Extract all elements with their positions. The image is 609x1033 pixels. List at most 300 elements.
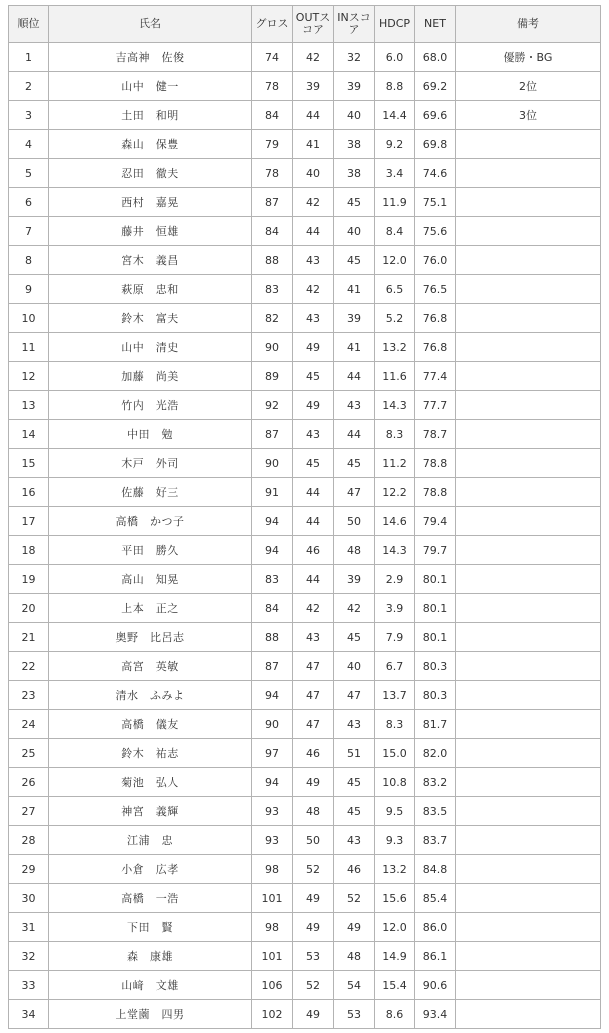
in-score-cell: 49 bbox=[334, 913, 375, 942]
gross-cell: 106 bbox=[252, 971, 293, 1000]
results-body bbox=[9, 43, 601, 1029]
hdcp-cell: 11.9 bbox=[375, 188, 415, 217]
gross-cell: 91 bbox=[252, 478, 293, 507]
out-score-cell: 49 bbox=[293, 333, 334, 362]
table-row bbox=[9, 884, 601, 913]
out-score-cell: 48 bbox=[293, 797, 334, 826]
remarks-cell bbox=[456, 188, 601, 217]
rank-cell: 2 bbox=[9, 72, 49, 101]
out-score-cell: 49 bbox=[293, 391, 334, 420]
net-cell: 85.4 bbox=[415, 884, 456, 913]
name-cell: 萩原 忠和 bbox=[49, 275, 252, 304]
out-score-cell: 47 bbox=[293, 710, 334, 739]
out-score-cell: 42 bbox=[293, 43, 334, 72]
remarks-cell bbox=[456, 275, 601, 304]
gross-cell: 90 bbox=[252, 710, 293, 739]
rank-cell: 32 bbox=[9, 942, 49, 971]
in-score-cell: 43 bbox=[334, 391, 375, 420]
in-score-cell: 54 bbox=[334, 971, 375, 1000]
hdcp-cell: 6.7 bbox=[375, 652, 415, 681]
remarks-cell bbox=[456, 304, 601, 333]
name-cell: 山﨑 文雄 bbox=[49, 971, 252, 1000]
gross-cell: 92 bbox=[252, 391, 293, 420]
remarks-cell bbox=[456, 710, 601, 739]
name-cell: 中田 勉 bbox=[49, 420, 252, 449]
in-score-cell: 40 bbox=[334, 101, 375, 130]
gross-cell: 88 bbox=[252, 623, 293, 652]
net-cell: 83.7 bbox=[415, 826, 456, 855]
hdcp-cell: 15.6 bbox=[375, 884, 415, 913]
remarks-cell bbox=[456, 449, 601, 478]
gross-cell: 94 bbox=[252, 536, 293, 565]
in-score-cell: 38 bbox=[334, 159, 375, 188]
rank-cell: 30 bbox=[9, 884, 49, 913]
hdcp-cell: 9.2 bbox=[375, 130, 415, 159]
rank-cell: 10 bbox=[9, 304, 49, 333]
gross-cell: 83 bbox=[252, 275, 293, 304]
remarks-cell: 3位 bbox=[456, 101, 601, 130]
table-row bbox=[9, 43, 601, 72]
remarks-cell bbox=[456, 420, 601, 449]
gross-cell: 94 bbox=[252, 681, 293, 710]
in-score-cell: 41 bbox=[334, 333, 375, 362]
net-cell: 68.0 bbox=[415, 43, 456, 72]
hdcp-cell: 13.2 bbox=[375, 855, 415, 884]
name-cell: 高橋 かつ子 bbox=[49, 507, 252, 536]
gross-cell: 90 bbox=[252, 449, 293, 478]
net-cell: 83.5 bbox=[415, 797, 456, 826]
hdcp-cell: 8.6 bbox=[375, 1000, 415, 1029]
out-score-cell: 41 bbox=[293, 130, 334, 159]
name-cell: 高橋 一浩 bbox=[49, 884, 252, 913]
out-score-cell: 39 bbox=[293, 72, 334, 101]
net-cell: 79.4 bbox=[415, 507, 456, 536]
name-cell: 宮木 義昌 bbox=[49, 246, 252, 275]
net-cell: 76.8 bbox=[415, 333, 456, 362]
rank-cell: 6 bbox=[9, 188, 49, 217]
remarks-cell bbox=[456, 217, 601, 246]
rank-cell: 31 bbox=[9, 913, 49, 942]
table-row bbox=[9, 130, 601, 159]
table-row bbox=[9, 420, 601, 449]
in-score-cell: 51 bbox=[334, 739, 375, 768]
out-score-cell: 53 bbox=[293, 942, 334, 971]
in-score-cell: 42 bbox=[334, 594, 375, 623]
in-score-cell: 39 bbox=[334, 565, 375, 594]
out-score-cell: 45 bbox=[293, 362, 334, 391]
rank-cell: 34 bbox=[9, 1000, 49, 1029]
hdcp-cell: 11.6 bbox=[375, 362, 415, 391]
out-score-cell: 52 bbox=[293, 855, 334, 884]
out-score-cell: 43 bbox=[293, 304, 334, 333]
hdcp-cell: 12.0 bbox=[375, 913, 415, 942]
table-row bbox=[9, 275, 601, 304]
gross-cell: 84 bbox=[252, 217, 293, 246]
out-score-cell: 44 bbox=[293, 507, 334, 536]
hdcp-cell: 7.9 bbox=[375, 623, 415, 652]
in-score-cell: 45 bbox=[334, 449, 375, 478]
gross-cell: 74 bbox=[252, 43, 293, 72]
table-row bbox=[9, 681, 601, 710]
net-cell: 76.8 bbox=[415, 304, 456, 333]
name-cell: 森山 保豊 bbox=[49, 130, 252, 159]
rank-cell: 22 bbox=[9, 652, 49, 681]
rank-cell: 5 bbox=[9, 159, 49, 188]
hdcp-cell: 9.3 bbox=[375, 826, 415, 855]
remarks-cell bbox=[456, 362, 601, 391]
hdcp-cell: 14.3 bbox=[375, 536, 415, 565]
net-cell: 79.7 bbox=[415, 536, 456, 565]
net-cell: 69.2 bbox=[415, 72, 456, 101]
table-row bbox=[9, 362, 601, 391]
rank-cell: 33 bbox=[9, 971, 49, 1000]
net-cell: 76.5 bbox=[415, 275, 456, 304]
remarks-cell bbox=[456, 130, 601, 159]
name-cell: 加藤 尚美 bbox=[49, 362, 252, 391]
hdcp-cell: 14.6 bbox=[375, 507, 415, 536]
gross-cell: 98 bbox=[252, 913, 293, 942]
net-cell: 75.1 bbox=[415, 188, 456, 217]
in-score-cell: 41 bbox=[334, 275, 375, 304]
net-cell: 86.0 bbox=[415, 913, 456, 942]
rank-cell: 28 bbox=[9, 826, 49, 855]
table-row bbox=[9, 623, 601, 652]
gross-cell: 98 bbox=[252, 855, 293, 884]
net-cell: 84.8 bbox=[415, 855, 456, 884]
table-row bbox=[9, 710, 601, 739]
gross-cell: 88 bbox=[252, 246, 293, 275]
out-score-cell: 43 bbox=[293, 623, 334, 652]
header-hdcp: HDCP bbox=[375, 6, 415, 43]
table-row bbox=[9, 826, 601, 855]
header-in-score: INスコア bbox=[334, 6, 375, 43]
remarks-cell bbox=[456, 739, 601, 768]
out-score-cell: 46 bbox=[293, 536, 334, 565]
name-cell: 清水 ふみよ bbox=[49, 681, 252, 710]
header-row bbox=[9, 6, 601, 43]
rank-cell: 7 bbox=[9, 217, 49, 246]
rank-cell: 15 bbox=[9, 449, 49, 478]
gross-cell: 82 bbox=[252, 304, 293, 333]
header-out-score: OUTスコア bbox=[293, 6, 334, 43]
name-cell: 神宮 義輝 bbox=[49, 797, 252, 826]
remarks-cell bbox=[456, 855, 601, 884]
net-cell: 82.0 bbox=[415, 739, 456, 768]
name-cell: 山中 健一 bbox=[49, 72, 252, 101]
remarks-cell bbox=[456, 884, 601, 913]
rank-cell: 4 bbox=[9, 130, 49, 159]
remarks-cell bbox=[456, 478, 601, 507]
rank-cell: 14 bbox=[9, 420, 49, 449]
net-cell: 90.6 bbox=[415, 971, 456, 1000]
name-cell: 奥野 比呂志 bbox=[49, 623, 252, 652]
out-score-cell: 49 bbox=[293, 913, 334, 942]
out-score-cell: 40 bbox=[293, 159, 334, 188]
remarks-cell bbox=[456, 971, 601, 1000]
rank-cell: 25 bbox=[9, 739, 49, 768]
rank-cell: 23 bbox=[9, 681, 49, 710]
hdcp-cell: 6.0 bbox=[375, 43, 415, 72]
in-score-cell: 48 bbox=[334, 536, 375, 565]
net-cell: 77.7 bbox=[415, 391, 456, 420]
table-row bbox=[9, 768, 601, 797]
table-row bbox=[9, 449, 601, 478]
table-row bbox=[9, 101, 601, 130]
name-cell: 下田 賢 bbox=[49, 913, 252, 942]
out-score-cell: 50 bbox=[293, 826, 334, 855]
out-score-cell: 43 bbox=[293, 246, 334, 275]
hdcp-cell: 8.3 bbox=[375, 710, 415, 739]
remarks-cell bbox=[456, 942, 601, 971]
rank-cell: 19 bbox=[9, 565, 49, 594]
name-cell: 高山 知晃 bbox=[49, 565, 252, 594]
table-row bbox=[9, 913, 601, 942]
net-cell: 77.4 bbox=[415, 362, 456, 391]
in-score-cell: 53 bbox=[334, 1000, 375, 1029]
table-row bbox=[9, 246, 601, 275]
rank-cell: 16 bbox=[9, 478, 49, 507]
out-score-cell: 42 bbox=[293, 188, 334, 217]
table-row bbox=[9, 391, 601, 420]
remarks-cell bbox=[456, 333, 601, 362]
in-score-cell: 46 bbox=[334, 855, 375, 884]
net-cell: 83.2 bbox=[415, 768, 456, 797]
gross-cell: 87 bbox=[252, 652, 293, 681]
rank-cell: 8 bbox=[9, 246, 49, 275]
out-score-cell: 42 bbox=[293, 594, 334, 623]
table-row bbox=[9, 159, 601, 188]
gross-cell: 87 bbox=[252, 188, 293, 217]
table-row bbox=[9, 739, 601, 768]
net-cell: 69.6 bbox=[415, 101, 456, 130]
gross-cell: 84 bbox=[252, 101, 293, 130]
name-cell: 菊池 弘人 bbox=[49, 768, 252, 797]
out-score-cell: 45 bbox=[293, 449, 334, 478]
hdcp-cell: 11.2 bbox=[375, 449, 415, 478]
net-cell: 80.3 bbox=[415, 681, 456, 710]
header-net: NET bbox=[415, 6, 456, 43]
remarks-cell bbox=[456, 391, 601, 420]
rank-cell: 27 bbox=[9, 797, 49, 826]
remarks-cell bbox=[456, 159, 601, 188]
name-cell: 平田 勝久 bbox=[49, 536, 252, 565]
remarks-cell bbox=[456, 623, 601, 652]
remarks-cell bbox=[456, 652, 601, 681]
gross-cell: 78 bbox=[252, 72, 293, 101]
out-score-cell: 43 bbox=[293, 420, 334, 449]
in-score-cell: 52 bbox=[334, 884, 375, 913]
header-name: 氏名 bbox=[49, 6, 252, 43]
gross-cell: 94 bbox=[252, 507, 293, 536]
table-row bbox=[9, 1000, 601, 1029]
in-score-cell: 44 bbox=[334, 362, 375, 391]
hdcp-cell: 9.5 bbox=[375, 797, 415, 826]
table-row bbox=[9, 942, 601, 971]
in-score-cell: 32 bbox=[334, 43, 375, 72]
out-score-cell: 44 bbox=[293, 101, 334, 130]
table-row bbox=[9, 304, 601, 333]
out-score-cell: 49 bbox=[293, 884, 334, 913]
remarks-cell bbox=[456, 507, 601, 536]
hdcp-cell: 12.2 bbox=[375, 478, 415, 507]
rank-cell: 9 bbox=[9, 275, 49, 304]
out-score-cell: 49 bbox=[293, 768, 334, 797]
hdcp-cell: 6.5 bbox=[375, 275, 415, 304]
table-row bbox=[9, 507, 601, 536]
in-score-cell: 45 bbox=[334, 246, 375, 275]
table-row bbox=[9, 536, 601, 565]
in-score-cell: 43 bbox=[334, 710, 375, 739]
remarks-cell bbox=[456, 681, 601, 710]
hdcp-cell: 14.3 bbox=[375, 391, 415, 420]
table-row bbox=[9, 565, 601, 594]
out-score-cell: 44 bbox=[293, 478, 334, 507]
gross-cell: 89 bbox=[252, 362, 293, 391]
table-row bbox=[9, 72, 601, 101]
rank-cell: 13 bbox=[9, 391, 49, 420]
remarks-cell bbox=[456, 913, 601, 942]
name-cell: 竹内 光浩 bbox=[49, 391, 252, 420]
header-gross: グロス bbox=[252, 6, 293, 43]
hdcp-cell: 15.0 bbox=[375, 739, 415, 768]
gross-cell: 79 bbox=[252, 130, 293, 159]
rank-cell: 17 bbox=[9, 507, 49, 536]
name-cell: 吉高神 佐俊 bbox=[49, 43, 252, 72]
table-row bbox=[9, 652, 601, 681]
net-cell: 75.6 bbox=[415, 217, 456, 246]
name-cell: 森 康雄 bbox=[49, 942, 252, 971]
hdcp-cell: 3.9 bbox=[375, 594, 415, 623]
rank-cell: 12 bbox=[9, 362, 49, 391]
name-cell: 木戸 外司 bbox=[49, 449, 252, 478]
remarks-cell bbox=[456, 826, 601, 855]
net-cell: 69.8 bbox=[415, 130, 456, 159]
in-score-cell: 39 bbox=[334, 304, 375, 333]
remarks-cell bbox=[456, 594, 601, 623]
out-score-cell: 47 bbox=[293, 652, 334, 681]
header-remarks: 備考 bbox=[456, 6, 601, 43]
gross-cell: 93 bbox=[252, 797, 293, 826]
remarks-cell bbox=[456, 246, 601, 275]
gross-cell: 83 bbox=[252, 565, 293, 594]
rank-cell: 3 bbox=[9, 101, 49, 130]
remarks-cell: 2位 bbox=[456, 72, 601, 101]
rank-cell: 11 bbox=[9, 333, 49, 362]
rank-cell: 1 bbox=[9, 43, 49, 72]
hdcp-cell: 12.0 bbox=[375, 246, 415, 275]
remarks-cell bbox=[456, 768, 601, 797]
hdcp-cell: 14.4 bbox=[375, 101, 415, 130]
name-cell: 小倉 広孝 bbox=[49, 855, 252, 884]
remarks-cell bbox=[456, 536, 601, 565]
name-cell: 高橋 儀友 bbox=[49, 710, 252, 739]
rank-cell: 26 bbox=[9, 768, 49, 797]
out-score-cell: 44 bbox=[293, 217, 334, 246]
net-cell: 81.7 bbox=[415, 710, 456, 739]
gross-cell: 78 bbox=[252, 159, 293, 188]
rank-cell: 20 bbox=[9, 594, 49, 623]
table-row bbox=[9, 797, 601, 826]
hdcp-cell: 14.9 bbox=[375, 942, 415, 971]
in-score-cell: 47 bbox=[334, 681, 375, 710]
gross-cell: 102 bbox=[252, 1000, 293, 1029]
net-cell: 78.8 bbox=[415, 478, 456, 507]
name-cell: 上本 正之 bbox=[49, 594, 252, 623]
table-row bbox=[9, 188, 601, 217]
in-score-cell: 45 bbox=[334, 188, 375, 217]
hdcp-cell: 13.2 bbox=[375, 333, 415, 362]
out-score-cell: 44 bbox=[293, 565, 334, 594]
in-score-cell: 50 bbox=[334, 507, 375, 536]
out-score-cell: 42 bbox=[293, 275, 334, 304]
hdcp-cell: 10.8 bbox=[375, 768, 415, 797]
name-cell: 高宮 英敏 bbox=[49, 652, 252, 681]
in-score-cell: 43 bbox=[334, 826, 375, 855]
name-cell: 土田 和明 bbox=[49, 101, 252, 130]
hdcp-cell: 8.3 bbox=[375, 420, 415, 449]
rank-cell: 29 bbox=[9, 855, 49, 884]
gross-cell: 94 bbox=[252, 768, 293, 797]
remarks-cell bbox=[456, 565, 601, 594]
net-cell: 80.3 bbox=[415, 652, 456, 681]
hdcp-cell: 15.4 bbox=[375, 971, 415, 1000]
name-cell: 上堂薗 四男 bbox=[49, 1000, 252, 1029]
table-row bbox=[9, 594, 601, 623]
gross-cell: 101 bbox=[252, 942, 293, 971]
in-score-cell: 48 bbox=[334, 942, 375, 971]
out-score-cell: 47 bbox=[293, 681, 334, 710]
table-row bbox=[9, 333, 601, 362]
net-cell: 86.1 bbox=[415, 942, 456, 971]
out-score-cell: 52 bbox=[293, 971, 334, 1000]
hdcp-cell: 2.9 bbox=[375, 565, 415, 594]
name-cell: 鈴木 富夫 bbox=[49, 304, 252, 333]
out-score-cell: 49 bbox=[293, 1000, 334, 1029]
rank-cell: 18 bbox=[9, 536, 49, 565]
remarks-cell bbox=[456, 797, 601, 826]
table-row bbox=[9, 478, 601, 507]
in-score-cell: 38 bbox=[334, 130, 375, 159]
net-cell: 76.0 bbox=[415, 246, 456, 275]
gross-cell: 87 bbox=[252, 420, 293, 449]
name-cell: 山中 清史 bbox=[49, 333, 252, 362]
table-row bbox=[9, 855, 601, 884]
hdcp-cell: 8.4 bbox=[375, 217, 415, 246]
net-cell: 80.1 bbox=[415, 623, 456, 652]
name-cell: 藤井 恒雄 bbox=[49, 217, 252, 246]
gross-cell: 90 bbox=[252, 333, 293, 362]
hdcp-cell: 3.4 bbox=[375, 159, 415, 188]
net-cell: 80.1 bbox=[415, 565, 456, 594]
net-cell: 78.7 bbox=[415, 420, 456, 449]
net-cell: 80.1 bbox=[415, 594, 456, 623]
table-row bbox=[9, 217, 601, 246]
results-table bbox=[8, 5, 601, 1029]
gross-cell: 97 bbox=[252, 739, 293, 768]
net-cell: 78.8 bbox=[415, 449, 456, 478]
in-score-cell: 47 bbox=[334, 478, 375, 507]
in-score-cell: 45 bbox=[334, 623, 375, 652]
name-cell: 忍田 徹夫 bbox=[49, 159, 252, 188]
in-score-cell: 39 bbox=[334, 72, 375, 101]
hdcp-cell: 8.8 bbox=[375, 72, 415, 101]
rank-cell: 24 bbox=[9, 710, 49, 739]
header-rank: 順位 bbox=[9, 6, 49, 43]
gross-cell: 93 bbox=[252, 826, 293, 855]
name-cell: 鈴木 祐志 bbox=[49, 739, 252, 768]
gross-cell: 84 bbox=[252, 594, 293, 623]
net-cell: 74.6 bbox=[415, 159, 456, 188]
